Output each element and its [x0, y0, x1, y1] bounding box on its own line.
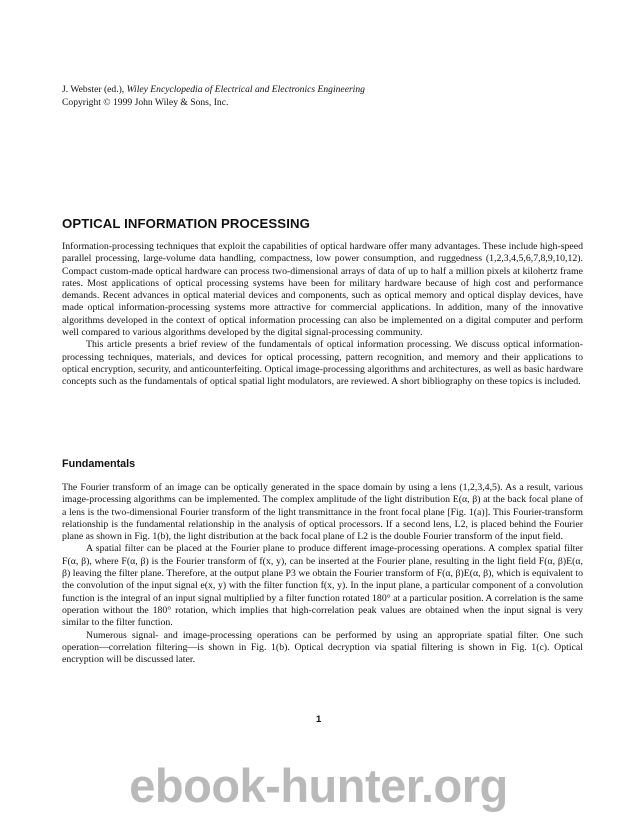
fundamentals-section: [62, 482, 583, 666]
citation-editor: J. Webster (ed.),: [62, 84, 127, 95]
intro-paragraph-1: Information-processing techniques that exploit the capabilities of optical hardware offer many advantages. These include high-speed parallel processing, large-volume data handling, compactness, low power consumption, and ruggedness (1,2,3,4,5,6,7,8,9,10,12). Compact custom-made optical hardware can process two-dimensional arrays of data of up to half a million pixels at kilohertz frame rates. Most applications of optical processing systems have been for military hardware because of high cost and performance demands. Recent advances in optical material devices and components, such as optical memory and optical display devices, have made optical information-processing systems more attractive for commercial applications. In addition, many of the innovative algorithms developed in the context of optical information processing can also be implemented on a digital computer and perform well compared to various algorithms developed by the digital signal-processing community.: [62, 241, 583, 339]
citation-header: [62, 83, 582, 109]
section-heading-fundamentals: Fundamentals: [62, 458, 136, 470]
copyright-line: Copyright © 1999 John Wiley & Sons, Inc.: [62, 97, 229, 108]
watermark-logo: [0, 758, 637, 813]
watermark-part-2: hunter: [280, 759, 421, 812]
fundamentals-paragraph-3: Numerous signal- and image-processing operations can be performed by using an appropriate spatial filter. One such operation—correlation filtering—is shown in Fig. 1(b). Optical decryption via spatial filtering is shown in Fig. 1(c). Optical encryption will be discussed later.: [62, 629, 583, 666]
watermark-part-3: .org: [420, 759, 508, 812]
fundamentals-paragraph-1: The Fourier transform of an image can be optically generated in the space domain by using a lens (1,2,3,4,5). As a result, various image-processing algorithms can be implemented. The complex amplitude of the light distribution E(α, β) at the back focal plane of a lens is the two-dimensional Fourier transform of the light transmittance in the front focal plane [Fig. 1(a)]. This Fourier-transform relationship is the fundamental relationship in the analysis of optical processors. If a second lens, L2, is placed behind the Fourier plane as shown in Fig. 1(b), the light distribution at the back focal plane of L2 is the double Fourier transform of the input field.: [62, 482, 583, 543]
intro-section: [62, 241, 583, 389]
intro-paragraph-2: This article presents a brief review of the fundamentals of optical information processing. We discuss optical information-processing techniques, materials, and devices for optical processing, pattern recognition, and memory and their applications to optical encryption, security, and anticounterfeiting. Optical image-processing algorithms and architectures, as well as basic hardware concepts such as the fundamentals of optical spatial light modulators, are reviewed. A short bibliography on these topics is included.: [62, 339, 583, 388]
page-number: 1: [316, 714, 322, 725]
citation-encyclopedia-title: Wiley Encyclopedia of Electrical and Electronics Engineering: [126, 84, 365, 95]
citation-line: [62, 83, 582, 96]
watermark-part-1: ebook-: [129, 759, 281, 812]
fundamentals-paragraph-2: A spatial filter can be placed at the Fourier plane to produce different image-processing operations. A complex spatial filter F(α, β), where F(α, β) is the Fourier transform of f(x, y), can be inserted at the Fourier plane, resulting in the light field F(α, β)E(α, β) leaving the filter plane. Therefore, at the output plane P3 we obtain the Fourier transform of F(α, β)E(α, β), which is equivalent to the convolution of the input signal e(x, y) with the filter function f(x, y). In the input plane, a particular component of a convolution function is the integral of an input signal multiplied by a filter function rotated 180° at a particular position. A correlation is the same operation without the 180° rotation, which implies that high-correlation peak values are obtained when the input signal is very similar to the filter function.: [62, 543, 583, 629]
article-title: OPTICAL INFORMATION PROCESSING: [62, 216, 310, 231]
